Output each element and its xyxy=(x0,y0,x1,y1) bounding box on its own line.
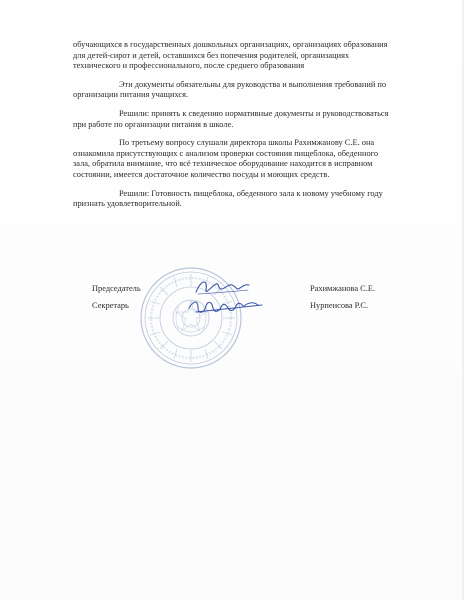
chair-label: Председатель xyxy=(92,284,141,293)
secretary-signature xyxy=(186,296,264,320)
paragraph-decision-1: Решили: принять к сведению нормативные документы и руководствоваться при работе по организации питания в школе. xyxy=(73,108,389,129)
chair-name: Рахимжанова С.Е. xyxy=(310,284,376,293)
paragraph-decision-2: Решили: Готовность пищеблока, обеденного зала к новому учебному году признать удовлетворительной. xyxy=(73,188,383,209)
secretary-name: Нурпеисова Р.С. xyxy=(310,301,369,310)
paragraph-third-question: По третьему вопросу слушали директора школы Рахимжанову С.Е. она ознакомила присутствующих с анализом проверки состояния пищеблока, обеденного зала, обратила внимание, что всё техническое оборудование находится в исправном состоянии, имеется достаточное количество посуды и моющих средств. xyxy=(73,138,379,179)
paragraph-continuation: обучающихся в государственных дошкольных организациях, организациях образования для детей-сирот и детей, оставшихся без попечения родителей, организациях технического и профессионального, после среднего образования xyxy=(73,40,388,71)
paragraph-documents-mandatory: Эти документы обязательны для руководства и выполнения требований по организации питания учащихся. xyxy=(73,79,387,100)
chair-signature xyxy=(192,276,252,298)
document-body xyxy=(73,40,393,210)
secretary-label: Секретарь xyxy=(92,301,129,310)
